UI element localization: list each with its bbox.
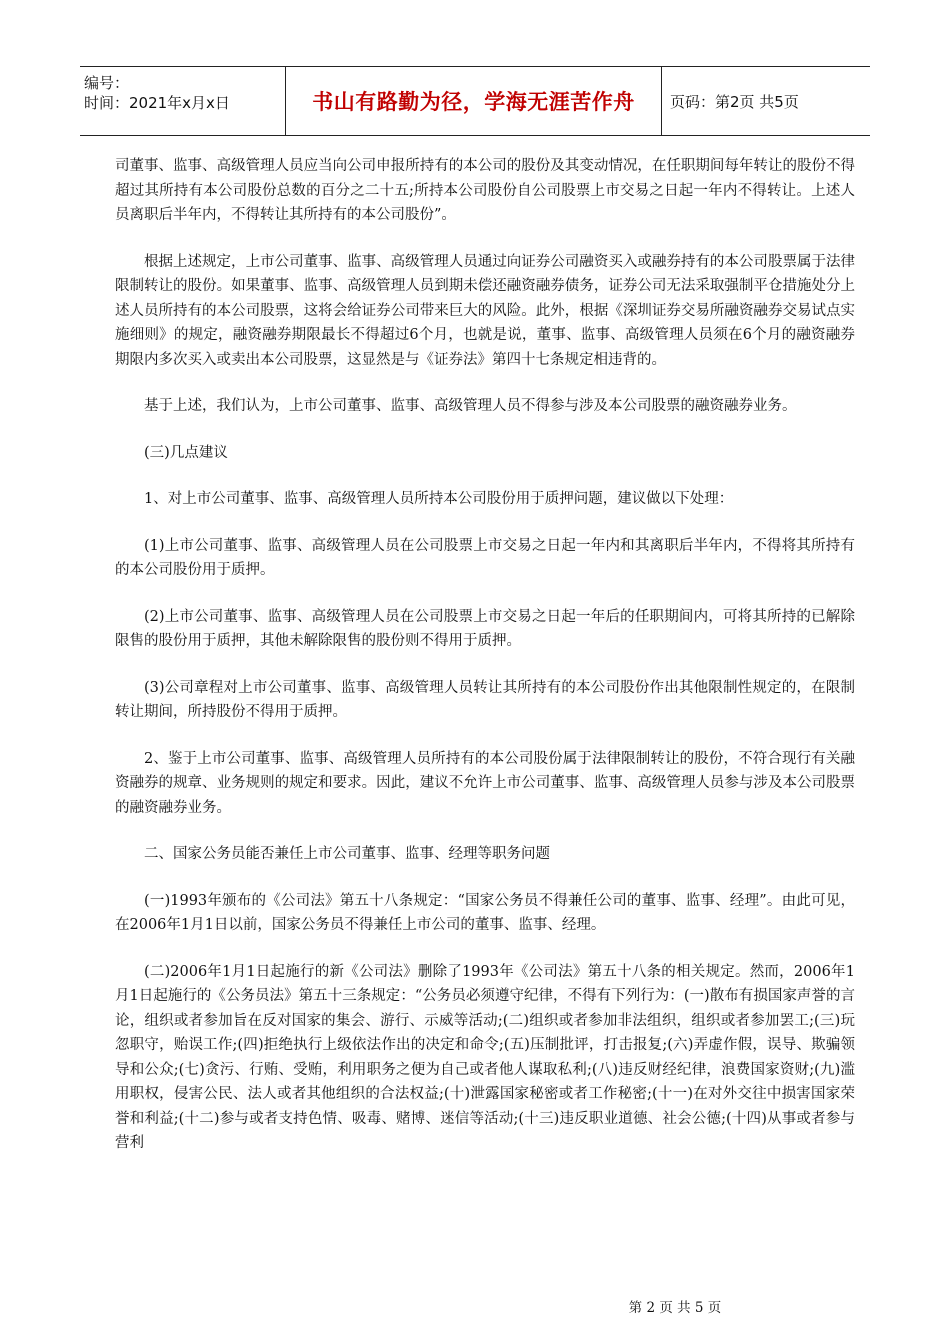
paragraph: 基于上述，我们认为，上市公司董事、监事、高级管理人员不得参与涉及本公司股票的融资融券业务。 xyxy=(144,398,797,414)
section-heading: 二、国家公务员能否兼任上市公司董事、监事、经理等职务问题 xyxy=(144,846,550,862)
paragraph: (2)上市公司董事、监事、高级管理人员在公司股票上市交易之日起一年后的任职期间内，可将其所持的已解除限售的股份用于质押，其他未解除限售的股份则不得用于质押。 xyxy=(115,608,855,649)
paragraph: (一)1993年颁布的《公司法》第五十八条规定：“国家公务员不得兼任公司的董事、监事、经理”。由此可见，在2006年1月1日以前，国家公务员不得兼任上市公司的董事、监事、经理。 xyxy=(115,892,855,933)
section-heading: (三)几点建议 xyxy=(144,444,228,461)
header-meta xyxy=(80,67,286,135)
paragraph: 2、鉴于上市公司董事、监事、高级管理人员所持有的本公司股份属于法律限制转让的股份，不符合现行有关融资融券的规章、业务规则的规定和要求。因此，建议不允许上市公司董事、监事、高级管理人员参与涉及本公司股票的融资融券业务。 xyxy=(115,750,855,816)
paragraph: 1、对上市公司董事、监事、高级管理人员所持本公司股份用于质押问题，建议做以下处理： xyxy=(144,491,734,507)
paragraph-continued: 司董事、监事、高级管理人员应当向公司申报所持有的本公司的股份及其变动情况，在任职期间每年转让的股份不得超过其所持有本公司股份总数的百分之二十五;所持本公司股份自公司股票上市交易之日起一年内不得转让。上述人员离职后半年内，不得转让其所持有的本公司股份”。 xyxy=(115,158,855,223)
header-page-number: 页码：第2页 共5页 xyxy=(670,92,799,111)
paragraph: (二)2006年1月1日起施行的新《公司法》删除了1993年《公司法》第五十八条的相关规定。然而，2006年1月1日起施行的《公务员法》第五十三条规定：“公务员必须遵守纪律，不得有下列行为：(一)散布有损国家声誉的言论，组织或者参加旨在反对国家的集会、游行、示威等活动;(二)组织或者参加非法组织，组织或者参加罢工;(三)玩忽职守，贻误工作;(四)拒绝执行上级依法作出的决定和命令;(五)压制批评，打击报复;(六)弄虚作假，误导、欺骗领导和公众;(七)贪污、行贿、受贿，利用职务之便为自己或者他人谋取私利;(八)违反财经纪律，浪费国家资财;(九)滥用职权，侵害公民、法人或者其他组织的合法权益;(十)泄露国家秘密或者工作秘密;(十一)在对外交往中损害国家荣誉和利益;(十二)参与或者支持色情、吸毒、赌博、迷信等活动;(十三)违反职业道德、社会公德;(十四)从事或者参与营利 xyxy=(115,963,855,1151)
paragraph: (1)上市公司董事、监事、高级管理人员在公司股票上市交易之日起一年内和其离职后半年内，不得将其所持有的本公司股份用于质押。 xyxy=(115,537,855,578)
page-header xyxy=(80,66,870,136)
document-body xyxy=(115,154,855,1178)
document-time-label: 时间：2021年x月x日 xyxy=(84,94,230,112)
document-number-label: 编号： xyxy=(84,74,130,92)
paragraph: 根据上述规定，上市公司董事、监事、高级管理人员通过向证券公司融资买入或融券持有的本公司股票属于法律限制转让的股份。如果董事、监事、高级管理人员到期未偿还融资融券债务，证券公司无法采取强制平仓措施处分上述人员所持有的本公司股票，这将会给证券公司带来巨大的风险。此外，根据《深圳证券交易所融资融券交易试点实施细则》的规定，融资融券期限最长不得超过6个月，也就是说，董事、监事、高级管理人员须在6个月的融资融券期限内多次买入或卖出本公司股票，这显然是与《证券法》第四十七条规定相违背的。 xyxy=(115,253,855,368)
paragraph: (3)公司章程对上市公司董事、监事、高级管理人员转让其所持有的本公司股份作出其他限制性规定的，在限制转让期间，所持股份不得用于质押。 xyxy=(115,679,855,720)
header-motto: 书山有路勤为径，学海无涯苦作舟 xyxy=(286,67,662,135)
page-footer: 第 2 页 共 5 页 xyxy=(628,1300,722,1316)
